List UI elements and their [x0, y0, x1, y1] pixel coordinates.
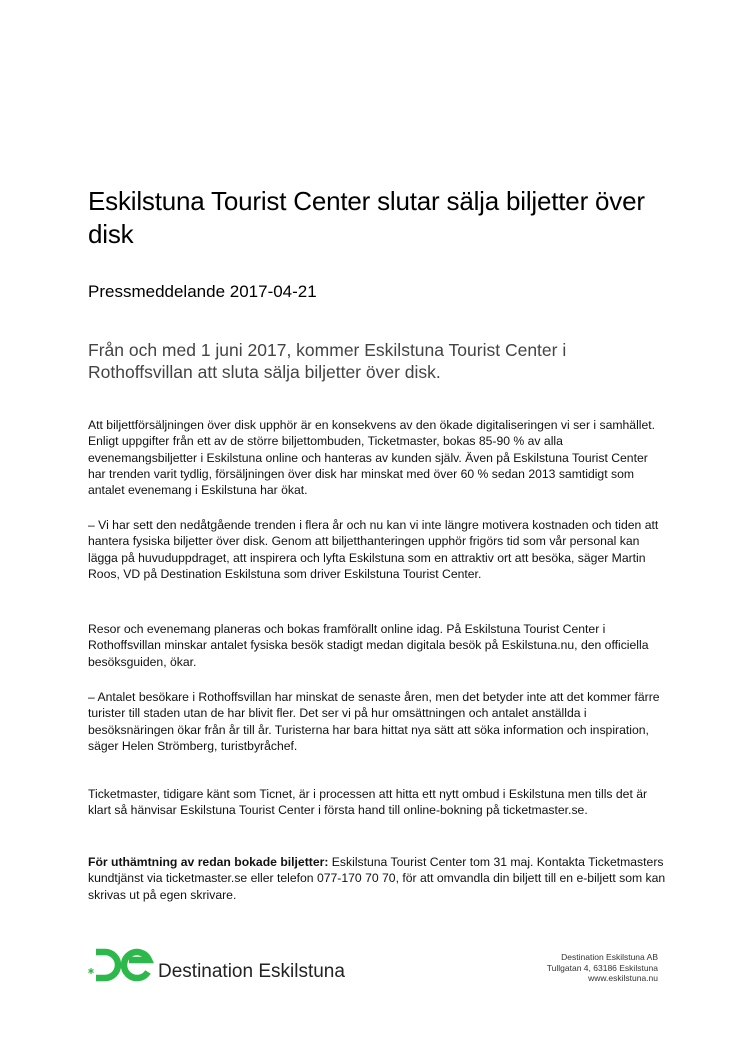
page-title: Eskilstuna Tourist Center slutar sälja biljetter över disk	[88, 186, 645, 249]
logo-wordmark: Destination Eskilstuna	[158, 961, 345, 982]
body-paragraph-6	[88, 854, 668, 903]
destination-eskilstuna-logo	[88, 946, 388, 986]
pickup-text: Eskilstuna Tourist Center tom 31 maj. Kontakta Ticketmasters kundtjänst via ticketmaster.se eller telefon 077-170 70 70, för att omvandla din biljett till en e-biljett som kan skrivas ut på egen skrivare.	[88, 855, 666, 902]
pickup-heading: För uthämtning av redan bokade biljetter:	[88, 855, 329, 869]
company-address	[547, 952, 658, 984]
body-paragraph-3: Resor och evenemang planeras och bokas framförallt online idag. På Eskilstuna Tourist Center i Rothoffsvillan minskar antalet fysiska besök stadigt medan digitala besök på Eskilstuna.nu, den officiella besöksguiden, ökar.	[88, 622, 649, 669]
de-logo-icon	[88, 948, 154, 982]
body-paragraph-2: – Vi har sett den nedåtgående trenden i flera år och nu kan vi inte längre motivera kostnaden och tiden att hantera fysiska biljetter över disk. Genom att biljetthanteringen upphör frigörs tid som vår personal kan lägga på huvuduppdraget, att inspirera och lyfta Eskilstuna som en attraktiv ort att besöka, säger Martin Roos, VD på Destination Eskilstuna som driver Eskilstuna Tourist Center.	[88, 518, 659, 581]
company-name: Destination Eskilstuna AB	[561, 952, 658, 962]
body-paragraph-4: – Antalet besökare i Rothoffsvillan har minskat de senaste åren, men det betyder inte att det kommer färre turister till staden utan de har blivit fler. Det ser vi på hur omsättningen och antalet anställda i besöksnäringen ökar från år till år. Turisterna har bara hittat nya sätt att söka information och inspiration, säger Helen Strömberg, turistbyråchef.	[88, 690, 660, 753]
body-paragraph-5: Ticketmaster, tidigare känt som Ticnet, är i processen att hitta ett nytt ombud i Eskilstuna men tills det är klart så hänvisar Eskilstuna Tourist Center i första hand till online-bokning på ticketmaster.se.	[88, 787, 648, 818]
street-address: Tullgatan 4, 63186 Eskilstuna	[546, 962, 658, 973]
website-link[interactable]: www.eskilstuna.nu	[588, 973, 658, 983]
body-paragraph-1: Att biljettförsäljningen över disk upphör är en konsekvens av den ökade digitaliseringen vi ser i samhället. Enligt uppgifter från ett av de större biljettombuden, Ticketmaster, bokas 85-90 % av alla evenemangsbiljetter i Eskilstuna online och hanteras av kunden själv. Även på Eskilstuna Tourist Center har trenden varit tydlig, försäljningen över disk har minskat med över 60 % sedan 2013 samtidigt som antalet evenemang i Eskilstuna har ökat.	[88, 418, 656, 498]
lead-paragraph: Från och med 1 juni 2017, kommer Eskilstuna Tourist Center i Rothoffsvillan att sluta sälja biljetter över disk.	[88, 340, 567, 382]
press-release-date: Pressmeddelande 2017-04-21	[88, 282, 317, 301]
